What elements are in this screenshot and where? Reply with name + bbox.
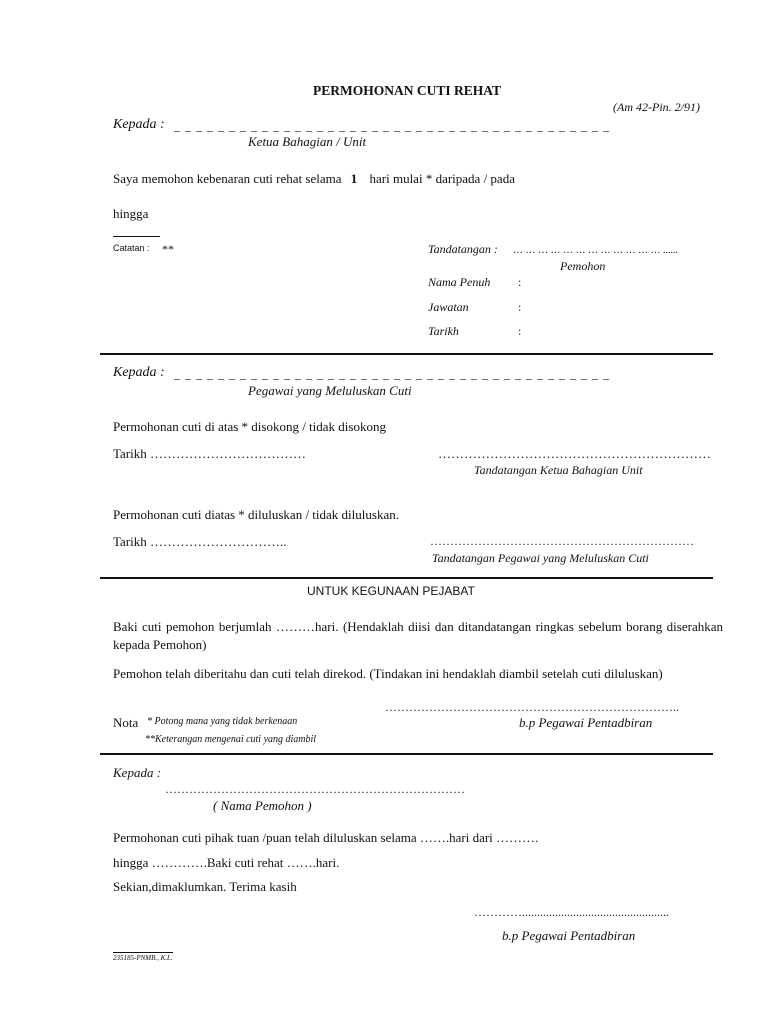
nota-label: Nota [113, 715, 139, 730]
bp-officer-2: b.p Pegawai Pentadbiran [502, 928, 636, 943]
approval-line-2: hingga ………….Baki cuti rehat …….hari. [113, 855, 340, 870]
tarikh-field-2: Tarikh ………………………….. [113, 534, 287, 549]
nota-2: **Keterangan mengenai cuti yang diambil [145, 734, 317, 745]
signature-line-2: ………………………………………………………… [430, 534, 694, 548]
tarikh-colon: : [518, 324, 522, 338]
days-value: 1 [350, 171, 358, 186]
hingga-label: hingga [113, 206, 149, 221]
final-signature-line: …………................................................. [474, 905, 669, 919]
bp-officer-1: b.p Pegawai Pentadbiran [519, 715, 653, 730]
office-use-heading: UNTUK KEGUNAAN PEJABAT [307, 584, 475, 598]
request-text: Saya memohon kebenaran cuti rehat selama 1 hari mulai * daripada / pada [113, 171, 515, 186]
disokong-text: Permohonan cuti di atas * disokong / tidak disokong [113, 419, 386, 434]
nama-pemohon-line: ………………………………………………………………… [165, 782, 465, 796]
footer-code: 235185-PNMB., K.L. [113, 954, 173, 962]
nama-penuh-label: Nama Penuh [428, 275, 491, 289]
jawatan-colon: : [518, 300, 522, 314]
kepada-caption: Ketua Bahagian / Unit [248, 134, 367, 149]
catatan-marker: ** [162, 242, 174, 256]
tarikh-label: Tarikh [428, 324, 459, 338]
approval-line-3: Sekian,dimaklumkan. Terima kasih [113, 879, 297, 894]
kepada-dash-line: _ _ _ _ _ _ _ _ _ _ _ _ _ _ _ _ _ _ _ _ _ _ _ _ _ _ _ _ _ _ _ _ _ _ _ _ _ _ _ _ [174, 119, 610, 133]
tarikh-field-1: Tarikh ……………………………… [113, 446, 306, 461]
page-title: PERMOHONAN CUTI REHAT [313, 83, 502, 98]
diberitahu-text: Pemohon telah diberitahu dan cuti telah direkod. (Tindakan ini hendaklah diambil setelah cuti diluluskan) [113, 666, 663, 681]
section-divider-1 [100, 353, 713, 355]
section-divider-2 [100, 577, 713, 579]
tandatangan-label: Tandatangan : [428, 242, 498, 256]
nama-pemohon-caption: ( Nama Pemohon ) [213, 798, 312, 813]
signature-line-1: ……………………………………………………… [438, 446, 711, 461]
tandatangan-dots: … … … … … … … … … … … … ...... [513, 245, 678, 256]
section-divider-3 [100, 753, 713, 755]
signature-caption-2: Tandatangan Pegawai yang Meluluskan Cuti [432, 551, 649, 565]
nama-penuh-colon: : [518, 275, 522, 289]
kepada-dash-line-2: _ _ _ _ _ _ _ _ _ _ _ _ _ _ _ _ _ _ _ _ _ _ _ _ _ _ _ _ _ _ _ _ _ _ _ _ _ _ _ _ [174, 367, 610, 381]
approval-line-1: Permohonan cuti pihak tuan /puan telah diluluskan selama …….hari dari ………. [113, 830, 539, 845]
diluluskan-text: Permohonan cuti diatas * diluluskan / tidak diluluskan. [113, 507, 399, 522]
signature-caption-1: Tandatangan Ketua Bahagian Unit [474, 463, 643, 477]
kepada-label-2: Kepada : [113, 365, 165, 380]
form-reference: (Am 42-Pin. 2/91) [613, 100, 700, 114]
hingga-underline [113, 236, 160, 237]
catatan-label: Catatan : [113, 243, 150, 253]
kepada-label-3: Kepada : [113, 765, 162, 780]
office-signature-line: ……………………………………………………………….. [385, 700, 679, 714]
nota-1: * Potong mana yang tidak berkenaan [147, 716, 298, 727]
baki-text: Baki cuti pemohon berjumlah ………hari. (Hendaklah diisi dan ditandatangan ringkas sebelum borang diserahkan kepada Pemohon) [113, 619, 723, 652]
kepada-label: Kepada : [113, 117, 165, 132]
jawatan-label: Jawatan [428, 300, 469, 314]
kepada-caption-2: Pegawai yang Meluluskan Cuti [248, 383, 412, 398]
pemohon-caption: Pemohon [560, 259, 606, 273]
